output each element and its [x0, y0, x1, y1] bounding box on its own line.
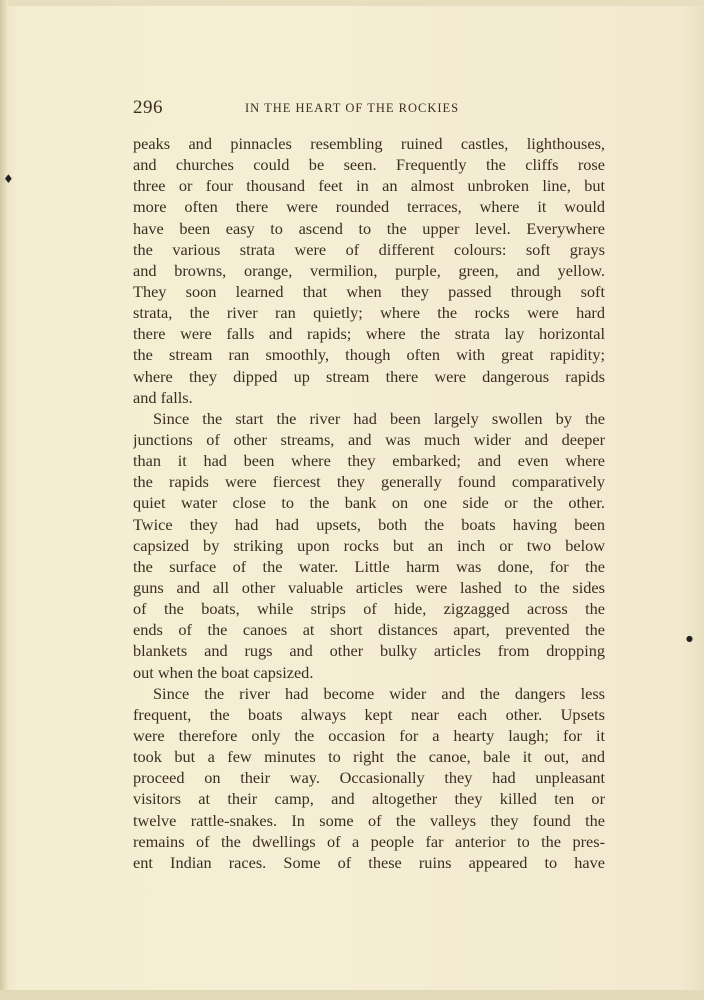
- margin-pin-mark: ♦: [3, 172, 14, 186]
- text-line: proceed on their way. Occasionally they had unpleasant: [133, 768, 605, 788]
- running-head: [133, 97, 605, 119]
- text-line: ends of the canoes at short distances apart, prevented the: [133, 620, 605, 640]
- text-line: there were falls and rapids; where the strata lay horizontal: [133, 324, 605, 344]
- text-line: peaks and pinnacles resembling ruined castles, lighthouses,: [133, 134, 605, 153]
- running-title: IN THE HEART OF THE ROCKIES: [245, 101, 460, 115]
- text-line: were therefore only the occasion for a hearty laugh; for it: [133, 725, 605, 745]
- text-line: They soon learned that when they passed through soft: [133, 281, 605, 301]
- text-line: and churches could be seen. Frequently the cliffs rose: [133, 155, 605, 175]
- text-line: more often there were rounded terraces, where it would: [133, 197, 605, 217]
- text-line: twelve rattle-snakes. In some of the valleys they found the: [133, 810, 605, 830]
- text-line: ent Indian races. Some of these ruins appeared to have: [133, 852, 605, 872]
- text-line: the rapids were fiercest they generally found comparatively: [133, 472, 605, 492]
- text-line: Since the river had become wider and the dangers less: [153, 683, 605, 703]
- text-line: took but a few minutes to right the canoe, bale it out, and: [133, 747, 605, 767]
- text-line: quiet water close to the bank on one side or the other.: [133, 493, 605, 513]
- body-text: [133, 133, 605, 873]
- page-top-edge: [0, 0, 704, 6]
- margin-dot-mark: ●: [686, 634, 693, 643]
- text-line: junctions of other streams, and was much wider and deeper: [133, 429, 605, 449]
- text-line: visitors at their camp, and altogether they killed ten or: [133, 789, 605, 809]
- page-bottom-edge: [0, 990, 704, 1000]
- text-line: and falls.: [133, 387, 193, 407]
- text-line: blankets and rugs and other bulky articles from dropping: [133, 641, 605, 661]
- page-number: 296: [133, 97, 163, 118]
- text-line: frequent, the boats always kept near each other. Upsets: [133, 704, 605, 724]
- text-line: out when the boat capsized.: [133, 662, 314, 682]
- text-line: the various strata were of different colours: soft grays: [133, 239, 605, 259]
- text-line: where they dipped up stream there were dangerous rapids: [133, 366, 605, 386]
- page-gutter-edge: [0, 0, 8, 1000]
- text-line: than it had been where they embarked; and even where: [133, 451, 605, 471]
- text-line: the surface of the water. Little harm was done, for the: [133, 556, 605, 576]
- text-line: remains of the dwellings of a people far anterior to the pres-: [133, 831, 605, 851]
- text-line: Twice they had had upsets, both the boats having been: [133, 514, 605, 534]
- text-line: Since the start the river had been largely swollen by the: [153, 408, 605, 428]
- text-line: capsized by striking upon rocks but an inch or two below: [133, 535, 605, 555]
- text-line: three or four thousand feet in an almost unbroken line, but: [133, 176, 605, 196]
- text-line: and browns, orange, vermilion, purple, green, and yellow.: [133, 260, 605, 280]
- text-line: guns and all other valuable articles were lashed to the sides: [133, 577, 605, 597]
- text-line: of the boats, while strips of hide, zigzagged across the: [133, 599, 605, 619]
- text-line: have been easy to ascend to the upper level. Everywhere: [133, 218, 605, 238]
- text-line: strata, the river ran quietly; where the rocks were hard: [133, 303, 605, 323]
- text-line: the stream ran smoothly, though often with great rapidity;: [133, 345, 605, 365]
